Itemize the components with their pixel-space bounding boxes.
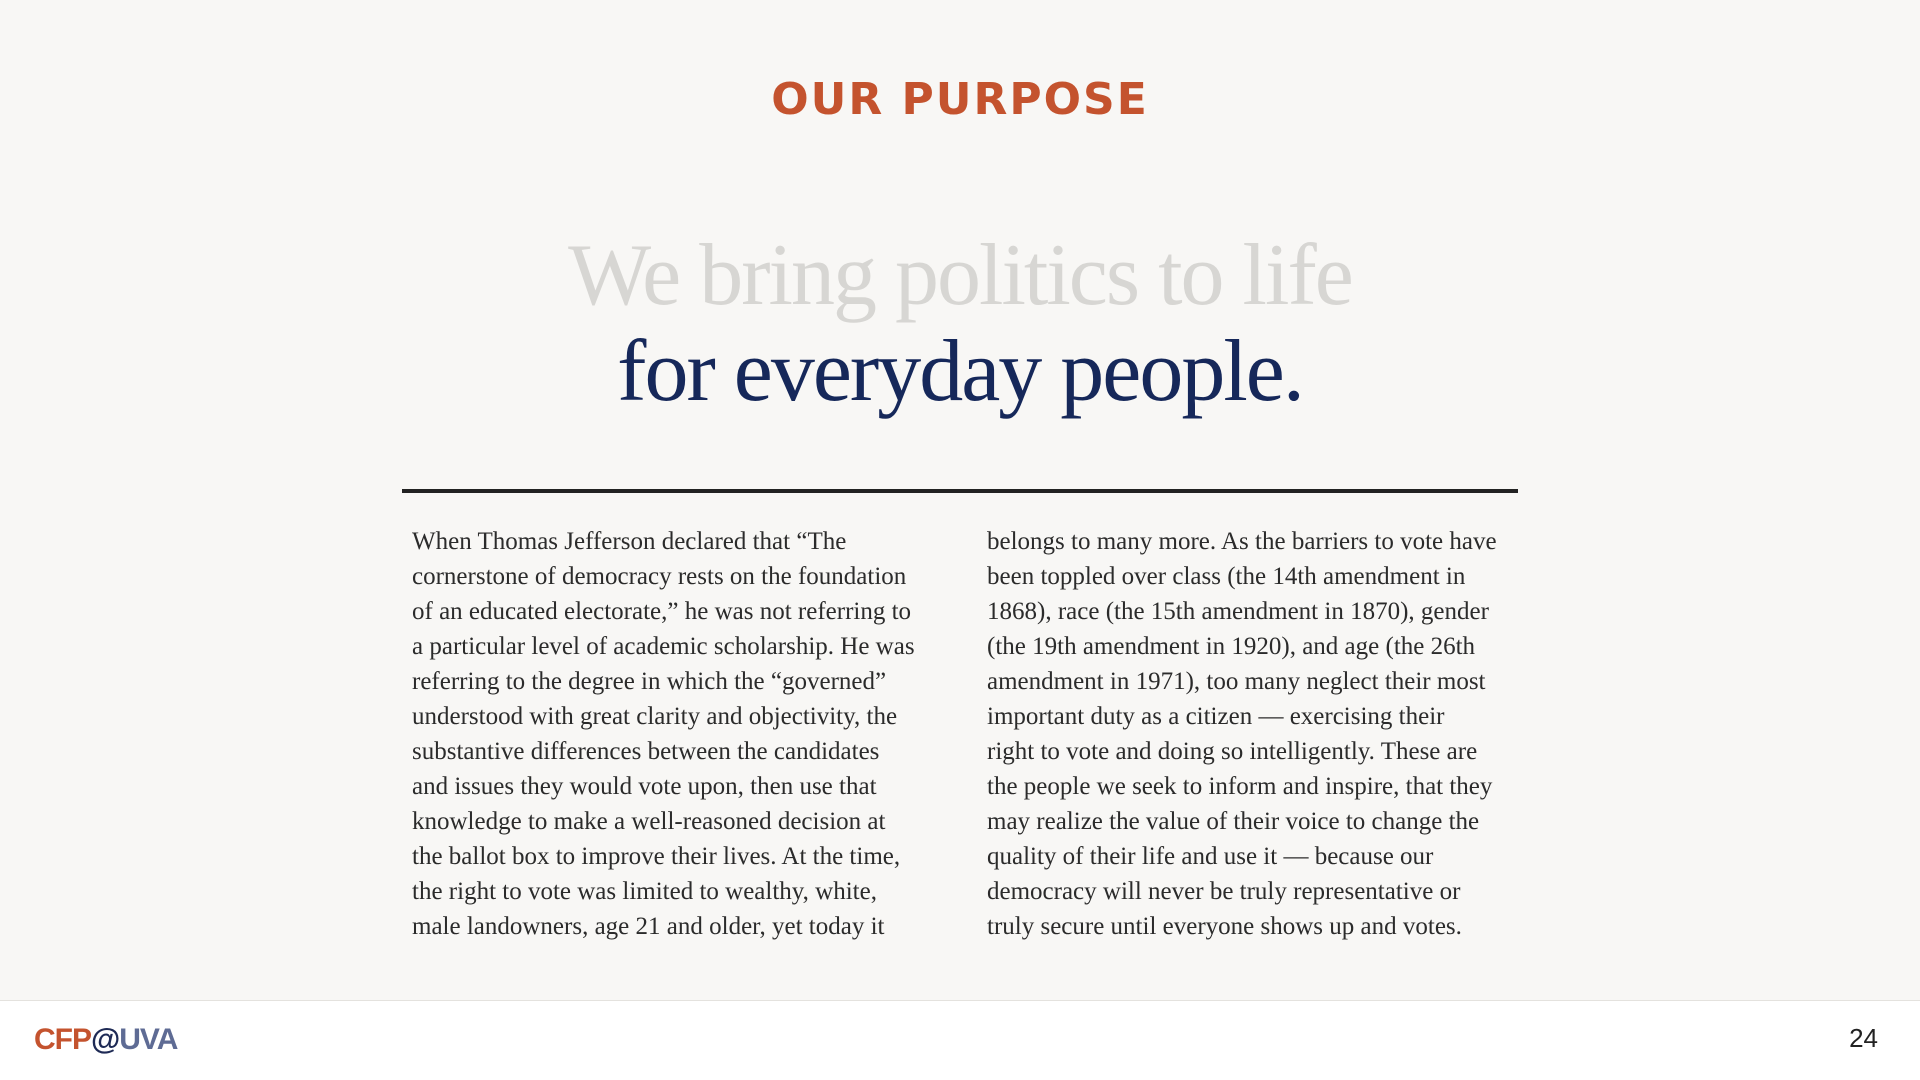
footer <box>0 1001 1920 1080</box>
body-line: belongs to many more. As the barriers to vote have <box>987 528 1497 555</box>
body-line: the right to vote was limited to wealthy, white, <box>412 878 877 905</box>
body-line: knowledge to make a well-reasoned decision at <box>412 808 886 835</box>
body-line: understood with great clarity and objectivity, the <box>412 703 898 730</box>
body-line: and issues they would vote upon, then use that <box>412 773 877 800</box>
body-line: been toppled over class (the 14th amendment in <box>987 563 1466 590</box>
body-line: democracy will never be truly representative or <box>987 878 1461 905</box>
logo-at-text: @ <box>91 1023 120 1056</box>
divider-rule <box>402 489 1518 493</box>
body-line: When Thomas Jefferson declared that “The <box>412 528 847 555</box>
body-line: 1868), race (the 15th amendment in 1870), gender <box>987 598 1489 625</box>
body-line: male landowners, age 21 and older, yet today it <box>412 913 885 940</box>
logo-cfp-text: CFP <box>34 1023 91 1056</box>
body-line: the ballot box to improve their lives. At the time, <box>412 843 901 870</box>
headline-line-2: for everyday people. <box>617 323 1303 420</box>
section-label: OUR PURPOSE <box>771 74 1149 125</box>
body-column-left <box>412 524 932 944</box>
body-column-right <box>987 524 1507 944</box>
body-line: may realize the value of their voice to change the <box>987 808 1480 835</box>
body-line: a particular level of academic scholarship. He was <box>412 633 915 660</box>
body-line: amendment in 1971), too many neglect their most <box>987 668 1486 695</box>
body-line: the people we seek to inform and inspire, that they <box>987 773 1493 800</box>
body-line: cornerstone of democracy rests on the foundation <box>412 563 907 590</box>
logo-uva-text: UVA <box>119 1023 178 1056</box>
body-line: (the 19th amendment in 1920), and age (the 26th <box>987 633 1476 660</box>
body-line: of an educated electorate,” he was not referring to <box>412 598 912 625</box>
body-line: quality of their life and use it — because our <box>987 843 1434 870</box>
body-line: right to vote and doing so intelligently. These are <box>987 738 1478 765</box>
page-number: 24 <box>1849 1023 1878 1053</box>
headline-line-1: We bring politics to life <box>568 227 1352 324</box>
body-line: substantive differences between the candidates <box>412 738 880 765</box>
cfp-uva-logo <box>34 1023 177 1057</box>
body-line: truly secure until everyone shows up and votes. <box>987 913 1462 940</box>
body-line: important duty as a citizen — exercising their <box>987 703 1445 730</box>
body-line: referring to the degree in which the “governed” <box>412 668 887 695</box>
